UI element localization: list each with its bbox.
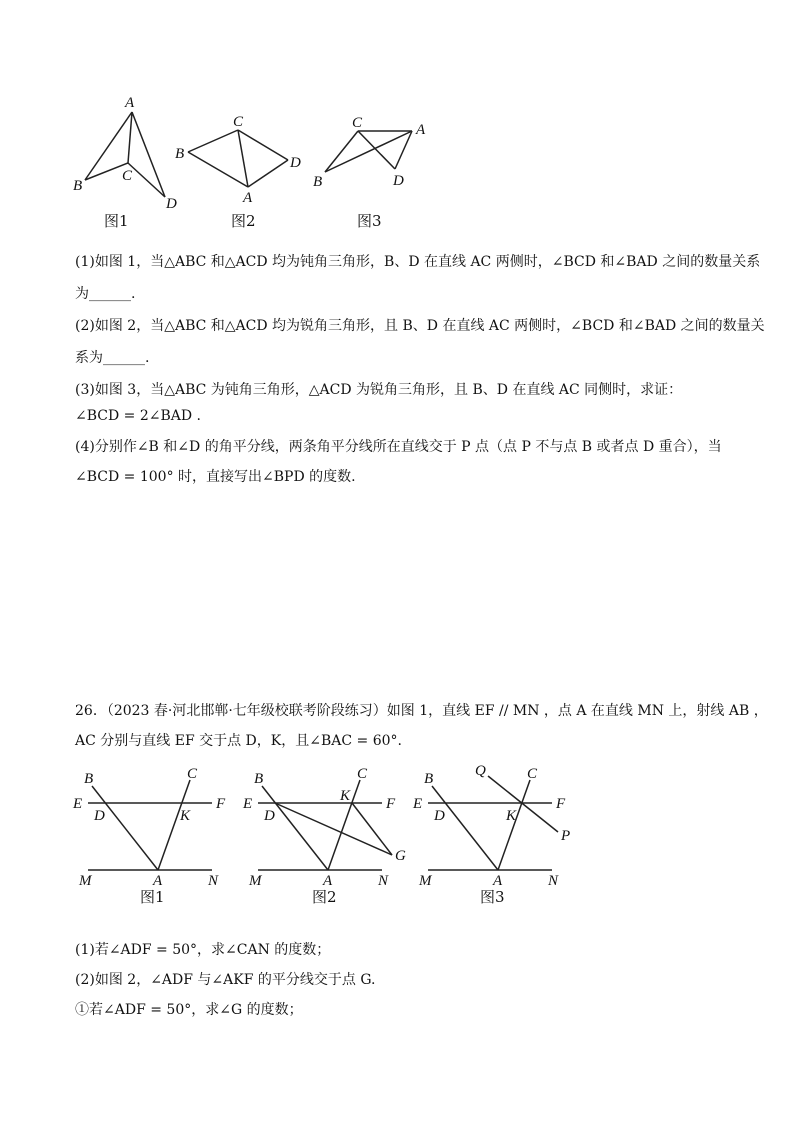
figure-2-parallel-bisectors	[242, 766, 406, 906]
label-d: D	[166, 196, 177, 212]
q25-part4-line1: (4)分别作∠B 和∠D 的角平分线，两条角平分线所在直线交于 P 点（点 P 不与点 B 或者点 D 重合），当	[75, 439, 722, 455]
caption-fig1: 图1	[104, 212, 129, 230]
q26-sub2: (2)如图 2，∠ADF 与∠AKF 的平分线交于点 G.	[75, 972, 376, 988]
label-b: B	[254, 771, 264, 787]
label-b: B	[313, 174, 323, 190]
label-a: A	[493, 873, 503, 889]
figure-1-concave-quad	[73, 95, 177, 230]
q25-part2-line2: 系为______.	[75, 350, 150, 366]
label-f: F	[556, 796, 566, 812]
ray-ab	[432, 786, 498, 870]
label-p: P	[561, 828, 571, 844]
q25-part1-line1: (1)如图 1，当△ABC 和△ACD 均为钝角三角形，B、D 在直线 AC 两侧时，∠BCD 和∠BAD 之间的数量关系	[75, 254, 761, 270]
q26-sub2-part1: ①若∠ADF = 50°，求∠G 的度数；	[75, 1002, 303, 1018]
q25-part2-line1: (2)如图 2，当△ABC 和△ACD 均为锐角三角形，且 B、D 在直线 AC 两侧时，∠BCD 和∠BAD 之间的数量关	[75, 318, 765, 334]
q26-intro-line2: AC 分别与直线 EF 交于点 D，K，且∠BAC = 60°.	[75, 733, 402, 749]
caption-fig3: 图3	[357, 212, 382, 230]
q26-intro-line1: 26．（2023 春·河北邯郸·七年级校联考阶段练习）如图 1，直线 EF // MN ，点 A 在直线 MN 上，射线 AB ，	[75, 703, 768, 719]
segment-cb	[188, 130, 238, 152]
q25-part4-line2: ∠BCD = 100° 时，直接写出∠BPD 的度数.	[75, 469, 356, 485]
ray-ab	[262, 786, 328, 870]
label-c: C	[357, 766, 368, 782]
segment-cd	[238, 130, 288, 160]
ray-ac	[498, 780, 530, 870]
figure-3-crossed-quad	[313, 115, 426, 230]
segment-ad	[395, 131, 412, 169]
segment-ba	[325, 131, 412, 172]
label-e: E	[73, 796, 83, 812]
caption-fig2: 图2	[312, 888, 337, 906]
label-n: N	[208, 873, 219, 889]
caption-fig3: 图3	[480, 888, 505, 906]
label-b: B	[73, 178, 83, 194]
label-c: C	[187, 766, 198, 782]
segment-ca	[238, 130, 248, 187]
line-pq	[488, 776, 558, 832]
label-d: D	[94, 808, 105, 824]
label-a: A	[416, 122, 426, 138]
label-d: D	[290, 155, 301, 171]
figure-1-parallel	[72, 766, 226, 906]
label-b: B	[175, 146, 185, 162]
caption-fig1: 图1	[140, 888, 165, 906]
figure-set-parallel-lines	[0, 760, 800, 920]
label-m: M	[419, 873, 432, 889]
figure-2-kite	[175, 114, 301, 230]
q25-part3-line1: (3)如图 3，当△ABC 为钝角三角形，△ACD 为锐角三角形，且 B、D 在直线 AC 同侧时，求证：	[75, 382, 683, 398]
label-d: D	[264, 808, 275, 824]
label-g: G	[395, 848, 406, 864]
label-c: C	[122, 168, 133, 184]
ray-ab	[92, 786, 158, 870]
segment-ba	[188, 152, 248, 187]
label-d: D	[393, 173, 404, 189]
label-k: K	[506, 808, 517, 824]
label-f: F	[386, 796, 396, 812]
caption-fig2: 图2	[231, 212, 256, 230]
label-a: A	[243, 190, 253, 206]
label-k: K	[180, 808, 191, 824]
label-c: C	[352, 115, 363, 131]
label-b: B	[84, 771, 94, 787]
label-f: F	[216, 796, 226, 812]
figure-set-quadrilaterals	[0, 0, 800, 240]
bisector-dg	[275, 803, 392, 855]
label-q: Q	[475, 763, 486, 779]
label-m: M	[249, 873, 262, 889]
label-a: A	[125, 95, 135, 111]
label-c: C	[527, 766, 538, 782]
q25-part1-line2: 为______.	[75, 286, 136, 302]
label-a: A	[323, 873, 333, 889]
label-d: D	[434, 808, 445, 824]
ray-ac	[158, 780, 190, 870]
label-n: N	[378, 873, 389, 889]
label-e: E	[243, 796, 253, 812]
q26-sub1: (1)若∠ADF = 50°，求∠CAN 的度数；	[75, 942, 331, 958]
segment-ad	[132, 112, 165, 197]
label-m: M	[79, 873, 92, 889]
label-b: B	[424, 771, 434, 787]
label-c: C	[233, 114, 244, 130]
q25-part3-line2: ∠BCD = 2∠BAD .	[75, 408, 202, 424]
segment-cd	[128, 163, 165, 197]
label-a: A	[153, 873, 163, 889]
segment-cb	[325, 131, 358, 172]
label-n: N	[548, 873, 559, 889]
segment-cd	[358, 131, 395, 169]
segment-da	[248, 160, 288, 187]
figure-3-parallel-line-pq	[412, 763, 570, 906]
label-e: E	[413, 796, 423, 812]
label-k: K	[340, 788, 351, 804]
segment-ac	[128, 112, 132, 163]
